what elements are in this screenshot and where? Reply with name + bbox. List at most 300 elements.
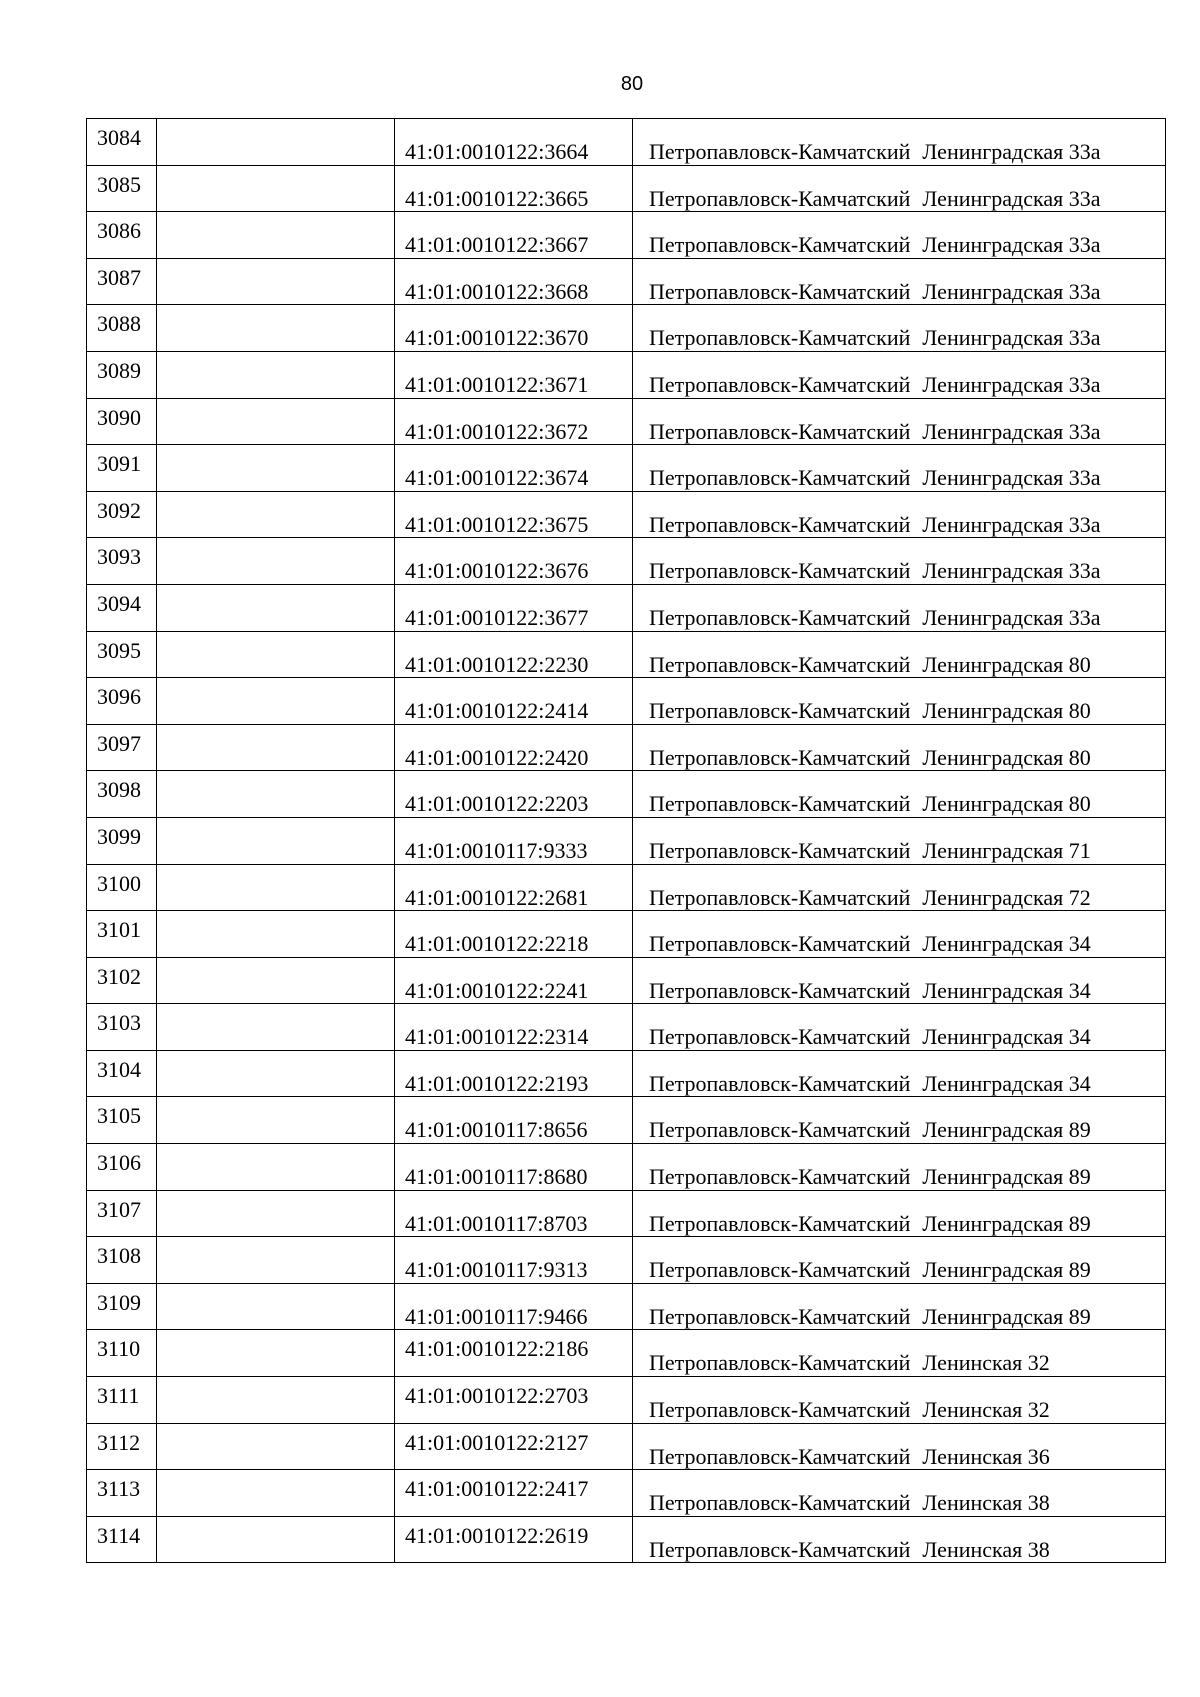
address [649, 1070, 1091, 1096]
address-city: Петропавловск-Камчатский [649, 1490, 911, 1516]
address [649, 700, 1091, 722]
address-city: Петропавловск-Камчатский [649, 1164, 911, 1190]
row-number-cell [87, 212, 157, 259]
address-cell [633, 351, 1166, 398]
address-cell [633, 678, 1166, 725]
cadastral-number: 41:01:0010122:2417 [405, 1476, 589, 1502]
address-city: Петропавловск-Камчатский [649, 139, 911, 164]
row-number: 3109 [97, 1289, 141, 1315]
row-number-cell [87, 1050, 157, 1097]
table-row [87, 864, 1166, 911]
row-number: 3110 [97, 1336, 141, 1362]
empty-cell [157, 1423, 395, 1470]
row-number-cell [87, 258, 157, 305]
address-street: Ленинградская 89 [922, 1164, 1091, 1190]
empty-cell [157, 305, 395, 352]
row-number: 3085 [97, 171, 141, 197]
table-row [87, 258, 1166, 305]
row-number-cell [87, 1283, 157, 1330]
address-street: Ленинградская 33а [922, 604, 1101, 630]
empty-cell [157, 491, 395, 538]
cadastral-number: 41:01:0010122:3665 [405, 185, 589, 211]
table-row [87, 305, 1166, 352]
address-cell [633, 817, 1166, 864]
address-city: Петропавловск-Камчатский [649, 791, 911, 817]
row-number-cell [87, 165, 157, 212]
cadastral-number: 41:01:0010122:3674 [405, 465, 589, 491]
address-cell [633, 957, 1166, 1004]
address-cell [633, 911, 1166, 958]
empty-cell [157, 584, 395, 631]
table-row [87, 1470, 1166, 1517]
address [649, 418, 1101, 444]
cadastral-number: 41:01:0010122:2619 [405, 1522, 589, 1548]
address-street: Ленинская 36 [922, 1443, 1050, 1469]
address-street: Ленинградская 34 [922, 1024, 1091, 1050]
cadastral-number: 41:01:0010122:2703 [405, 1383, 589, 1409]
row-number: 3105 [97, 1103, 141, 1129]
table-row [87, 1050, 1166, 1097]
address-cell [633, 165, 1166, 212]
table-row [87, 491, 1166, 538]
address-city: Петропавловск-Камчатский [649, 698, 911, 724]
address-street: Ленинградская 72 [922, 884, 1091, 910]
address [649, 1166, 1091, 1188]
row-number: 3111 [97, 1383, 140, 1409]
address-city: Петропавловск-Камчатский [649, 1303, 911, 1329]
address-city: Петропавловск-Камчатский [649, 1024, 911, 1050]
cadastral-number: 41:01:0010122:2230 [405, 651, 589, 677]
address-street: Ленинградская 34 [922, 977, 1091, 1003]
address-street: Ленинградская 33а [922, 511, 1101, 537]
row-number: 3096 [97, 684, 141, 710]
address [649, 1119, 1091, 1141]
address-city: Петропавловск-Камчатский [649, 185, 911, 211]
address-city: Петропавловск-Камчатский [649, 558, 911, 584]
table-row [87, 771, 1166, 818]
table-row [87, 445, 1166, 492]
address-city: Петропавловск-Камчатский [649, 418, 911, 444]
address-street: Ленинская 32 [922, 1350, 1050, 1376]
row-number: 3098 [97, 777, 141, 803]
empty-cell [157, 911, 395, 958]
cadastral-number: 41:01:0010117:9313 [405, 1257, 588, 1283]
address-cell [633, 631, 1166, 678]
row-number-cell [87, 445, 157, 492]
empty-cell [157, 1377, 395, 1424]
address-street: Ленинградская 33а [922, 418, 1101, 444]
cadastral-number: 41:01:0010117:8703 [405, 1210, 588, 1236]
cadastral-number-cell [395, 1330, 633, 1377]
address-city: Петропавловск-Камчатский [649, 1070, 911, 1096]
cadastral-number-cell [395, 584, 633, 631]
address-city: Петропавловск-Камчатский [649, 325, 911, 351]
address-street: Ленинградская 33а [922, 325, 1101, 351]
cadastral-number: 41:01:0010122:2203 [405, 791, 589, 817]
address [649, 884, 1091, 910]
registry-table-body [87, 119, 1166, 1563]
address-cell [633, 491, 1166, 538]
cadastral-number-cell [395, 1097, 633, 1144]
address-street: Ленинградская 33а [922, 558, 1101, 584]
empty-cell [157, 119, 395, 166]
empty-cell [157, 1283, 395, 1330]
cadastral-number-cell [395, 1283, 633, 1330]
address-street: Ленинградская 71 [922, 837, 1091, 863]
cadastral-number-cell [395, 1377, 633, 1424]
cadastral-number-cell [395, 1004, 633, 1051]
table-row [87, 119, 1166, 166]
table-row [87, 1516, 1166, 1563]
address-city: Петропавловск-Камчатский [649, 1350, 911, 1376]
row-number: 3102 [97, 963, 141, 989]
address-city: Петропавловск-Камчатский [649, 1117, 911, 1143]
address [649, 793, 1091, 815]
address-street: Ленинградская 80 [922, 791, 1091, 817]
table-row [87, 1283, 1166, 1330]
empty-cell [157, 864, 395, 911]
table-row [87, 1190, 1166, 1237]
empty-cell [157, 771, 395, 818]
row-number-cell [87, 1470, 157, 1517]
cadastral-number: 41:01:0010122:2218 [405, 931, 589, 957]
table-row [87, 678, 1166, 725]
row-number-cell [87, 678, 157, 725]
cadastral-number: 41:01:0010122:2241 [405, 977, 589, 1003]
empty-cell [157, 258, 395, 305]
table-row [87, 584, 1166, 631]
table-row [87, 351, 1166, 398]
row-number-cell [87, 1004, 157, 1051]
row-number: 3108 [97, 1243, 141, 1269]
address [649, 1399, 1050, 1421]
row-number-cell [87, 771, 157, 818]
address-cell [633, 1144, 1166, 1191]
address-city: Петропавловск-Камчатский [649, 977, 911, 1003]
row-number: 3106 [97, 1150, 141, 1176]
empty-cell [157, 1330, 395, 1377]
table-row [87, 398, 1166, 445]
cadastral-number-cell [395, 1516, 633, 1563]
table-row [87, 1237, 1166, 1284]
table-row [87, 538, 1166, 585]
address-street: Ленинградская 89 [922, 1257, 1091, 1283]
address-street: Ленинградская 33а [922, 185, 1101, 211]
empty-cell [157, 445, 395, 492]
address-city: Петропавловск-Камчатский [649, 604, 911, 630]
address-cell [633, 724, 1166, 771]
address-cell [633, 1237, 1166, 1284]
address-city: Петропавловск-Камчатский [649, 278, 911, 304]
table-row [87, 724, 1166, 771]
empty-cell [157, 1004, 395, 1051]
cadastral-number: 41:01:0010122:2414 [405, 698, 589, 724]
cadastral-number: 41:01:0010117:8680 [405, 1164, 588, 1190]
address-city: Петропавловск-Камчатский [649, 371, 911, 397]
empty-cell [157, 165, 395, 212]
table-row [87, 212, 1166, 259]
empty-cell [157, 957, 395, 1004]
address [649, 278, 1101, 304]
cadastral-number-cell [395, 1237, 633, 1284]
table-row [87, 165, 1166, 212]
cadastral-number-cell [395, 119, 633, 166]
address [649, 327, 1101, 349]
row-number: 3088 [97, 311, 141, 337]
cadastral-number: 41:01:0010122:2127 [405, 1429, 589, 1455]
table-row [87, 1004, 1166, 1051]
address-cell [633, 119, 1166, 166]
row-number-cell [87, 1423, 157, 1470]
address [649, 141, 1101, 163]
cadastral-number-cell [395, 771, 633, 818]
row-number: 3100 [97, 870, 141, 896]
cadastral-number-cell [395, 864, 633, 911]
address [649, 467, 1101, 489]
cadastral-number-cell [395, 1470, 633, 1517]
address-city: Петропавловск-Камчатский [649, 1536, 911, 1562]
address-street: Ленинградская 80 [922, 651, 1091, 677]
address [649, 837, 1091, 863]
address-city: Петропавловск-Камчатский [649, 1210, 911, 1236]
registry-table [86, 118, 1166, 1563]
address-cell [633, 1377, 1166, 1424]
cadastral-number-cell [395, 957, 633, 1004]
row-number: 3090 [97, 404, 141, 430]
table-row [87, 957, 1166, 1004]
cadastral-number-cell [395, 631, 633, 678]
address-street: Ленинградская 34 [922, 931, 1091, 957]
cadastral-number: 41:01:0010117:9466 [405, 1303, 588, 1329]
address-city: Петропавловск-Камчатский [649, 884, 911, 910]
empty-cell [157, 1190, 395, 1237]
cadastral-number: 41:01:0010122:3667 [405, 232, 589, 258]
address-cell [633, 398, 1166, 445]
cadastral-number-cell [395, 1144, 633, 1191]
cadastral-number-cell [395, 445, 633, 492]
address-cell [633, 1190, 1166, 1237]
row-number-cell [87, 1377, 157, 1424]
empty-cell [157, 1237, 395, 1284]
cadastral-number: 41:01:0010122:3672 [405, 418, 589, 444]
row-number-cell [87, 1516, 157, 1563]
table-row [87, 1377, 1166, 1424]
cadastral-number: 41:01:0010117:8656 [405, 1117, 588, 1143]
row-number: 3112 [97, 1429, 141, 1455]
address [649, 651, 1091, 677]
cadastral-number: 41:01:0010122:2681 [405, 884, 589, 910]
address-street: Ленинградская 80 [922, 744, 1091, 770]
row-number: 3107 [97, 1196, 141, 1222]
row-number-cell [87, 1190, 157, 1237]
address-street: Ленинградская 33а [922, 232, 1101, 258]
address [649, 371, 1101, 397]
address-street: Ленинградская 33а [922, 465, 1101, 491]
address-city: Петропавловск-Камчатский [649, 1397, 911, 1423]
address-city: Петропавловск-Камчатский [649, 744, 911, 770]
address-street: Ленинская 38 [922, 1490, 1050, 1516]
table-row [87, 911, 1166, 958]
cadastral-number: 41:01:0010122:3664 [405, 139, 589, 164]
table-row [87, 1330, 1166, 1377]
row-number: 3084 [97, 125, 141, 150]
row-number-cell [87, 305, 157, 352]
address-street: Ленинградская 33а [922, 278, 1101, 304]
table-row [87, 631, 1166, 678]
cadastral-number-cell [395, 1423, 633, 1470]
page-number: 80 [620, 73, 644, 95]
cadastral-number-cell [395, 817, 633, 864]
address-cell [633, 1423, 1166, 1470]
empty-cell [157, 538, 395, 585]
row-number-cell [87, 538, 157, 585]
row-number-cell [87, 724, 157, 771]
cadastral-number: 41:01:0010122:3670 [405, 325, 589, 351]
row-number: 3097 [97, 730, 141, 756]
address-street: Ленинградская 89 [922, 1303, 1091, 1329]
address-cell [633, 258, 1166, 305]
row-number-cell [87, 119, 157, 166]
cadastral-number-cell [395, 538, 633, 585]
address-city: Петропавловск-Камчатский [649, 465, 911, 491]
row-number-cell [87, 351, 157, 398]
cadastral-number-cell [395, 491, 633, 538]
cadastral-number: 41:01:0010122:3671 [405, 371, 589, 397]
empty-cell [157, 724, 395, 771]
address [649, 1536, 1050, 1562]
row-number: 3089 [97, 357, 141, 383]
address [649, 604, 1101, 630]
address-street: Ленинградская 80 [922, 698, 1091, 724]
address-street: Ленинградская 33а [922, 371, 1101, 397]
row-number: 3113 [97, 1476, 141, 1502]
address-cell [633, 584, 1166, 631]
empty-cell [157, 1144, 395, 1191]
cadastral-number-cell [395, 351, 633, 398]
address-cell [633, 1330, 1166, 1377]
empty-cell [157, 351, 395, 398]
row-number-cell [87, 1237, 157, 1284]
cadastral-number-cell [395, 212, 633, 259]
cadastral-number-cell [395, 165, 633, 212]
cadastral-number-cell [395, 258, 633, 305]
cadastral-number: 41:01:0010122:3675 [405, 511, 589, 537]
table-row [87, 1097, 1166, 1144]
row-number: 3092 [97, 497, 141, 523]
address [649, 560, 1101, 582]
address [649, 1303, 1091, 1329]
address [649, 977, 1091, 1003]
address [649, 234, 1101, 256]
address-city: Петропавловск-Камчатский [649, 837, 911, 863]
address [649, 1492, 1050, 1514]
row-number: 3103 [97, 1010, 141, 1036]
row-number: 3087 [97, 264, 141, 290]
cadastral-number-cell [395, 1050, 633, 1097]
address [649, 185, 1101, 211]
address-city: Петропавловск-Камчатский [649, 1443, 911, 1469]
address-cell [633, 445, 1166, 492]
row-number: 3101 [97, 917, 141, 943]
address-cell [633, 1004, 1166, 1051]
address [649, 1259, 1091, 1281]
empty-cell [157, 1516, 395, 1563]
cadastral-number: 41:01:0010122:2193 [405, 1070, 589, 1096]
row-number: 3094 [97, 590, 141, 616]
cadastral-number: 41:01:0010122:3668 [405, 278, 589, 304]
address-cell [633, 1283, 1166, 1330]
cadastral-number-cell [395, 678, 633, 725]
cadastral-number: 41:01:0010122:2420 [405, 744, 589, 770]
row-number-cell [87, 491, 157, 538]
address-street: Ленинская 38 [922, 1536, 1050, 1562]
cadastral-number: 41:01:0010122:3677 [405, 604, 589, 630]
cadastral-number: 41:01:0010122:3676 [405, 558, 589, 584]
row-number: 3099 [97, 823, 141, 849]
address-cell [633, 771, 1166, 818]
table-row [87, 1144, 1166, 1191]
empty-cell [157, 1050, 395, 1097]
cadastral-number-cell [395, 305, 633, 352]
address-city: Петропавловск-Камчатский [649, 1257, 911, 1283]
row-number-cell [87, 631, 157, 678]
cadastral-number: 41:01:0010122:2314 [405, 1024, 589, 1050]
empty-cell [157, 631, 395, 678]
cadastral-number: 41:01:0010117:9333 [405, 837, 588, 863]
row-number: 3093 [97, 544, 141, 570]
empty-cell [157, 1097, 395, 1144]
row-number-cell [87, 911, 157, 958]
empty-cell [157, 817, 395, 864]
address-city: Петропавловск-Камчатский [649, 931, 911, 957]
cadastral-number: 41:01:0010122:2186 [405, 1336, 589, 1362]
row-number-cell [87, 1097, 157, 1144]
empty-cell [157, 678, 395, 725]
address [649, 744, 1091, 770]
cadastral-number-cell [395, 1190, 633, 1237]
address-cell [633, 1097, 1166, 1144]
address-street: Ленинская 32 [922, 1397, 1050, 1423]
address-city: Петропавловск-Камчатский [649, 651, 911, 677]
row-number-cell [87, 1330, 157, 1377]
cadastral-number-cell [395, 724, 633, 771]
address-street: Ленинградская 34 [922, 1070, 1091, 1096]
address-cell [633, 212, 1166, 259]
cadastral-number-cell [395, 398, 633, 445]
row-number: 3104 [97, 1056, 141, 1082]
cadastral-number-cell [395, 911, 633, 958]
address [649, 1210, 1091, 1236]
row-number: 3114 [97, 1522, 141, 1548]
address-cell [633, 538, 1166, 585]
address-cell [633, 1516, 1166, 1563]
row-number: 3095 [97, 637, 141, 663]
address-cell [633, 864, 1166, 911]
table-row [87, 1423, 1166, 1470]
address-cell [633, 1050, 1166, 1097]
row-number-cell [87, 398, 157, 445]
address [649, 1443, 1050, 1469]
row-number: 3091 [97, 451, 141, 477]
address-street: Ленинградская 89 [922, 1117, 1091, 1143]
address [649, 511, 1101, 537]
empty-cell [157, 212, 395, 259]
address-city: Петропавловск-Камчатский [649, 232, 911, 258]
address-city: Петропавловск-Камчатский [649, 511, 911, 537]
row-number-cell [87, 817, 157, 864]
row-number-cell [87, 1144, 157, 1191]
address [649, 1352, 1050, 1374]
